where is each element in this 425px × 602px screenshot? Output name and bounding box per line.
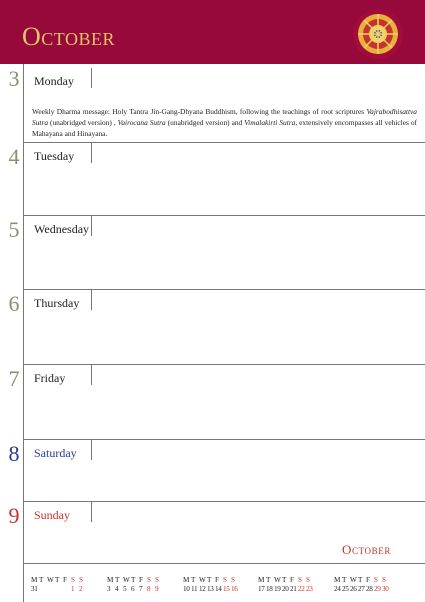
name-tick: [91, 365, 92, 385]
weekday-label: S: [382, 576, 386, 584]
weekday-label: M: [107, 576, 114, 584]
weekday-header: [31, 576, 87, 585]
week-dates: [107, 585, 163, 594]
calendar-date: 9: [155, 585, 159, 593]
day-number: 3: [8, 66, 20, 91]
weekday-label: T: [358, 576, 363, 584]
mini-calendar-week: [183, 576, 239, 594]
calendar-date: [55, 585, 63, 594]
day-number: 9: [8, 503, 20, 528]
day-separator: [23, 289, 425, 290]
calendar-date: 7: [139, 585, 143, 593]
bottom-separator: [23, 563, 425, 564]
calendar-date: 25: [342, 585, 349, 593]
weekday-label: S: [155, 576, 159, 584]
day-number: 6: [8, 291, 20, 316]
day-number: 4: [8, 144, 20, 169]
calendar-date: 22: [298, 585, 305, 593]
mini-calendar-week: [258, 576, 314, 594]
weekday-label: S: [374, 576, 378, 584]
day-separator: [23, 364, 425, 365]
calendar-date: 12: [199, 585, 206, 593]
calendar-date: 16: [231, 585, 238, 593]
weekday-label: S: [147, 576, 151, 584]
day-separator: [23, 142, 425, 143]
weekday-label: S: [223, 576, 227, 584]
day-name: Thursday: [34, 296, 80, 310]
calendar-date: 21: [290, 585, 297, 593]
week-dates: [334, 585, 390, 594]
calendar-date: 14: [215, 585, 222, 593]
calendar-date: 30: [382, 585, 389, 593]
weekday-label: T: [342, 576, 347, 584]
calendar-date: [47, 585, 55, 594]
calendar-date: 10: [183, 585, 190, 593]
mini-calendar-week: [334, 576, 390, 594]
mini-calendar-title: October: [342, 542, 391, 557]
weekday-label: F: [63, 576, 67, 584]
calendar-date: 26: [350, 585, 357, 593]
calendar-date: 11: [191, 585, 198, 593]
mini-calendar-week: [107, 576, 163, 594]
weekday-label: S: [298, 576, 302, 584]
name-tick: [91, 440, 92, 460]
weekday-header: [107, 576, 163, 585]
calendar-date: 19: [274, 585, 281, 593]
weekday-label: W: [199, 576, 206, 584]
weekday-label: M: [183, 576, 190, 584]
week-dates: [183, 585, 239, 594]
weekday-header: [183, 576, 239, 585]
calendar-date: 1: [71, 585, 75, 593]
weekday-label: F: [366, 576, 370, 584]
weekday-label: T: [131, 576, 136, 584]
calendar-date: 15: [223, 585, 230, 593]
name-tick: [91, 216, 92, 236]
weekday-label: T: [282, 576, 287, 584]
month-title: October: [22, 22, 115, 51]
day-number: 8: [8, 441, 20, 466]
weekday-label: T: [115, 576, 120, 584]
margin-line: [23, 64, 24, 602]
calendar-date: 23: [306, 585, 313, 593]
day-name: Saturday: [34, 446, 77, 460]
calendar-date: 20: [282, 585, 289, 593]
weekday-label: S: [79, 576, 83, 584]
weekday-label: M: [31, 576, 38, 584]
weekday-label: W: [47, 576, 54, 584]
week-dates: [258, 585, 314, 594]
calendar-date: 6: [131, 585, 135, 593]
day-number: 7: [8, 366, 20, 391]
weekday-label: T: [55, 576, 60, 584]
weekday-label: M: [334, 576, 341, 584]
weekday-label: T: [266, 576, 271, 584]
weekday-header: [258, 576, 314, 585]
weekday-label: M: [258, 576, 265, 584]
calendar-date: 27: [358, 585, 365, 593]
calendar-date: [39, 585, 47, 594]
weekday-label: T: [191, 576, 196, 584]
calendar-date: 24: [334, 585, 341, 593]
calendar-date: [63, 585, 71, 594]
month-header: [0, 0, 425, 64]
name-tick: [91, 290, 92, 310]
calendar-date: 8: [147, 585, 151, 593]
weekday-label: T: [207, 576, 212, 584]
dharma-message: Weekly Dharma message: Holy Tantra Jin-Gang-Dhyana Buddhism, following the teachings of root scriptures Vajrabodhisattva Sutra (unabridged version) , Vairocana Sutra (unabridged version) and Vimalakirti Sutra, extensively encompasses all vehicles of Mahayana and Hinayana.: [32, 107, 417, 138]
weekday-label: W: [274, 576, 281, 584]
calendar-date: 2: [79, 585, 83, 593]
weekday-label: W: [123, 576, 130, 584]
day-separator: [23, 501, 425, 502]
weekday-label: S: [71, 576, 75, 584]
week-dates: [31, 585, 87, 594]
day-name: Wednesday: [34, 222, 90, 236]
calendar-date: 5: [123, 585, 127, 593]
calendar-date: 29: [374, 585, 381, 593]
mini-calendar-week: [31, 576, 87, 594]
day-separator: [23, 215, 425, 216]
weekday-label: S: [306, 576, 310, 584]
weekday-label: S: [231, 576, 235, 584]
day-number: 5: [8, 217, 20, 242]
day-name: Monday: [34, 74, 74, 88]
calendar-date: 28: [366, 585, 373, 593]
weekday-label: T: [39, 576, 44, 584]
weekday-header: [334, 576, 390, 585]
weekday-label: F: [290, 576, 294, 584]
calendar-date: 3: [107, 585, 111, 593]
calendar-date: 17: [258, 585, 265, 593]
calendar-date: 18: [266, 585, 273, 593]
weekday-label: F: [215, 576, 219, 584]
name-tick: [91, 502, 92, 522]
day-name: Tuesday: [34, 149, 75, 163]
calendar-date: 4: [115, 585, 119, 593]
name-tick: [91, 68, 92, 88]
day-name: Friday: [34, 371, 66, 385]
day-name: Sunday: [34, 508, 70, 522]
dharma-wheel-emblem-icon: [352, 8, 404, 60]
name-tick: [91, 143, 92, 163]
weekday-label: F: [139, 576, 143, 584]
weekday-label: W: [350, 576, 357, 584]
calendar-date: 31: [31, 585, 38, 593]
calendar-date: 13: [207, 585, 214, 593]
day-separator: [23, 439, 425, 440]
